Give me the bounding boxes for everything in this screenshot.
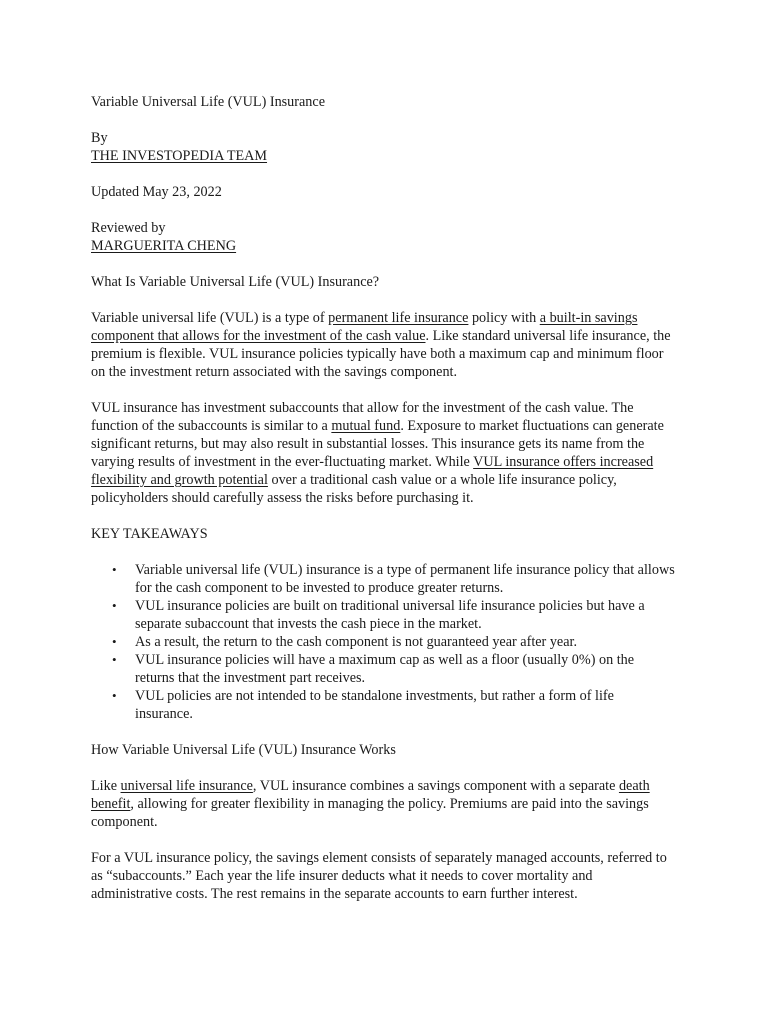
text-run: Like bbox=[91, 778, 121, 794]
paragraph-definition bbox=[91, 309, 675, 381]
text-run: VUL insurance has investment subaccounts that allow for the investment of the cash value. The function of the subaccounts is similar to a bbox=[91, 400, 634, 434]
section-heading-what-is: What Is Variable Universal Life (VUL) Insurance? bbox=[91, 274, 380, 290]
byline bbox=[91, 129, 675, 165]
key-takeaways-list bbox=[91, 561, 675, 723]
text-run: policy with bbox=[468, 310, 540, 326]
reviewer-block bbox=[91, 219, 675, 255]
list-item: • As a result, the return to the cash component is not guaranteed year after year. bbox=[135, 633, 675, 651]
paragraph-savings-element: For a VUL insurance policy, the savings element consists of separately managed accounts, referred to as “subaccounts.” Each year the life insurer deducts what it needs to cover mortality and administrative costs. The rest remains in the separate accounts to earn further interest. bbox=[91, 850, 667, 902]
paragraph-subaccounts bbox=[91, 399, 675, 507]
text-run: . Exposure to market fluctuations can generate significant returns, but may also result in substantial losses. This insurance gets its name from the varying results of investment in the ever-fluctuating market. While bbox=[91, 418, 664, 470]
key-takeaways-heading: KEY TAKEAWAYS bbox=[91, 526, 208, 542]
reviewer-link[interactable]: MARGUERITA CHENG bbox=[91, 238, 237, 254]
article-title: Variable Universal Life (VUL) Insurance bbox=[91, 94, 325, 110]
text-run: . Like standard universal life insurance, the premium is flexible. VUL insurance policies typically have both a maximum cap and minimum floor on the investment return associated with the savings component. bbox=[91, 328, 671, 380]
section-heading-how-it-works: How Variable Universal Life (VUL) Insurance Works bbox=[91, 742, 396, 758]
text-run: Variable universal life (VUL) is a type of bbox=[91, 310, 329, 326]
text-run: over a traditional cash value or a whole life insurance policy, policyholders should carefully assess the risks before purchasing it. bbox=[91, 472, 617, 506]
list-item: • VUL insurance policies are built on traditional universal life insurance policies but have a separate subaccount that invests the cash piece in the market. bbox=[135, 597, 675, 633]
savings-component-link[interactable]: a built-in savings component that allows for the investment of the cash value bbox=[91, 310, 638, 344]
list-item: • VUL insurance policies will have a maximum cap as well as a floor (usually 0%) on the returns that the investment part receives. bbox=[135, 651, 675, 687]
by-label: By bbox=[91, 130, 108, 146]
flexibility-growth-link[interactable]: VUL insurance offers increased flexibility and growth potential bbox=[91, 454, 654, 488]
mutual-fund-link[interactable]: mutual fund bbox=[331, 418, 401, 434]
updated-date: Updated May 23, 2022 bbox=[91, 184, 222, 200]
reviewed-label: Reviewed by bbox=[91, 220, 166, 236]
list-item: • Variable universal life (VUL) insurance is a type of permanent life insurance policy that allows for the cash component to be invested to produce greater returns. bbox=[135, 561, 675, 597]
paragraph-how-it-works bbox=[91, 777, 675, 831]
list-item: • VUL policies are not intended to be standalone investments, but rather a form of life insurance. bbox=[135, 687, 675, 723]
text-run: , VUL insurance combines a savings component with a separate bbox=[252, 778, 619, 794]
author-link[interactable]: THE INVESTOPEDIA TEAM bbox=[91, 148, 268, 164]
text-run: , allowing for greater flexibility in managing the policy. Premiums are paid into the savings component. bbox=[91, 796, 649, 830]
permanent-life-insurance-link[interactable]: permanent life insurance bbox=[328, 310, 469, 326]
document-page bbox=[91, 93, 675, 921]
death-benefit-link[interactable]: death benefit bbox=[91, 778, 650, 812]
universal-life-insurance-link[interactable]: universal life insurance bbox=[120, 778, 253, 794]
